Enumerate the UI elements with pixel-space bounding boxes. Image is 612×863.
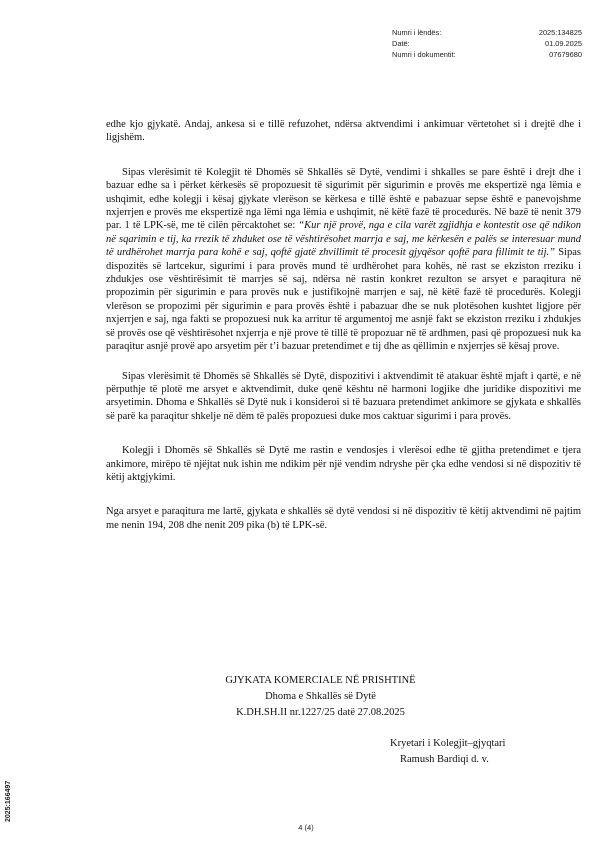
judge-signature-block xyxy=(390,736,505,768)
case-number-label: Numri i lëndës: xyxy=(392,28,442,37)
case-reference: K.DH.SH.II nr.1227/25 datë 27.08.2025 xyxy=(236,707,405,718)
document-number-row xyxy=(392,49,582,60)
law-quote: “Kur një provë, nga e cila varët zgjidhja e kontestit ose që ndikon në sqarimin e tij, ka rrezik të zhduket ose të vështirësohet marrja e saj, me kërkesën e palës se interesuar mund të urdhërohet marrja para kohë e saj, qoftë gjatë zhvillimit të procesit gjyqësor qoftë para fillimit te tij.” xyxy=(106,220,581,259)
paragraph-2-end: Sipas dispozitës së lartcekur, sigurimi i para provës mund të urdhërohet para kohës, në rast se ekziston rreziku i zhdukjes ose vështirësimit të marrjes së saj, ndërsa në rastin konkret rezulton se arsyet e paraqitura në propozimin për sigurimin e para provës nuk e justifikojnë marrjen e saj, në këtë fazë të procedurës. Kolegji vlerëson se propozimi për sigurimin e para provës është i pabazuar dhe se nuk plotësohen kushtet ligjore për nxjerrjen e saj, nga fakti se propozuesi nuk ka arritur të argumentoj me asnjë fakt se ekziston rreziku i zhdukjes së provës ose që vështirësohet nxjerrja e një prove të tillë të propozuar në të ardhmen, pasi që propozuesi nuk ka paraqitur asnjë provë apo arsyetim për t’i bazuar pretendimet e tij dhe as qëllimin e nxjerrjes së kësaj prove. xyxy=(106,247,581,353)
court-signature-block xyxy=(106,673,581,721)
paragraph-2 xyxy=(106,166,581,354)
side-document-id-text: 2025:166497 xyxy=(5,780,12,822)
court-name: GJYKATA KOMERCIALE NË PRISHTINË xyxy=(225,675,416,686)
case-number-value: 2025:134825 xyxy=(538,28,582,37)
paragraph-3: Sipas vlerësimit të Dhomës së Shkallës së Dytë, dispozitivi i aktvendimit të atakuar është mjaft i qartë, e në përputhje të plotë me arsyet e aktvendimit, duke qenë kështu në harmoni logjike dhe juridike dispozitivi me arsyetimin. Dhoma e Shkallës së Dytë nuk i konsideroi si të bazuara pretendimet ankimore se gjykata e shkallës së parë ka paraqitur shkelje në dëm të palës propozuesi duke mos caktuar sigurimi i para provës. xyxy=(106,370,581,422)
document-body xyxy=(106,118,581,553)
document-metadata xyxy=(392,27,582,60)
date-value: 01.09.2025 xyxy=(545,39,582,48)
paragraph-1: edhe kjo gjykatë. Andaj, ankesa si e tillë refuzohet, ndërsa aktvendimi i ankimuar vërtetohet si i drejtë dhe i ligjshëm. xyxy=(106,119,581,144)
judge-name: Ramush Bardiqi d. v. xyxy=(400,754,489,765)
paragraph-5: Nga arsyet e paraqitura me lartë, gjykata e shkallës së dytë vendosi si në dispozitiv të këtij aktvendimi në pajtim me nenin 194, 208 dhe nenit 209 pika (b) të LPK-së. xyxy=(106,506,581,531)
paragraph-4: Kolegji i Dhomës së Shkallës së Dytë me rastin e vendosjes i vlerësoi edhe të gjitha pretendimet e tjera ankimore, mirëpo të njëjtat nuk ishin me ndikim për një vendim ndryshe për çka edhe vendosi si në dispozitiv të këtij aktgjykimi. xyxy=(106,445,581,483)
chamber-name: Dhoma e Shkallës së Dytë xyxy=(265,691,376,702)
date-row xyxy=(392,38,582,49)
document-number-label: Numri i dokumentit: xyxy=(392,50,456,59)
paragraph-2-start: Sipas vlerësimit të Kolegjit të Dhomës së Shkallës së Dytë, vendimi i shkalles se pare është i drejt dhe i bazuar edhe sa i përket kërkesës së propozuesit të sigurimit për sigurimin e provës me ekspertizë nga lëmia e ushqimit, edhe kolegji i kësaj gjykate vlerëson se kërkesa e tillë është e pabazuar sepse është e panevojshme nxjerrjen e provës me ekspertizë nga lëmi nga lëmia e ushqimit, në këtë fazë të procedurës. Në bazë të nenit 379 par. 1 të LPK-së, me të cilën përcaktohet se: xyxy=(106,166,581,232)
date-label: Datë: xyxy=(392,39,410,48)
page-number: 4 (4) xyxy=(298,823,314,832)
case-number-row xyxy=(392,27,582,38)
document-number-value: 07679680 xyxy=(549,50,582,59)
judge-role: Kryetari i Kolegjit–gjyqtari xyxy=(390,738,506,749)
